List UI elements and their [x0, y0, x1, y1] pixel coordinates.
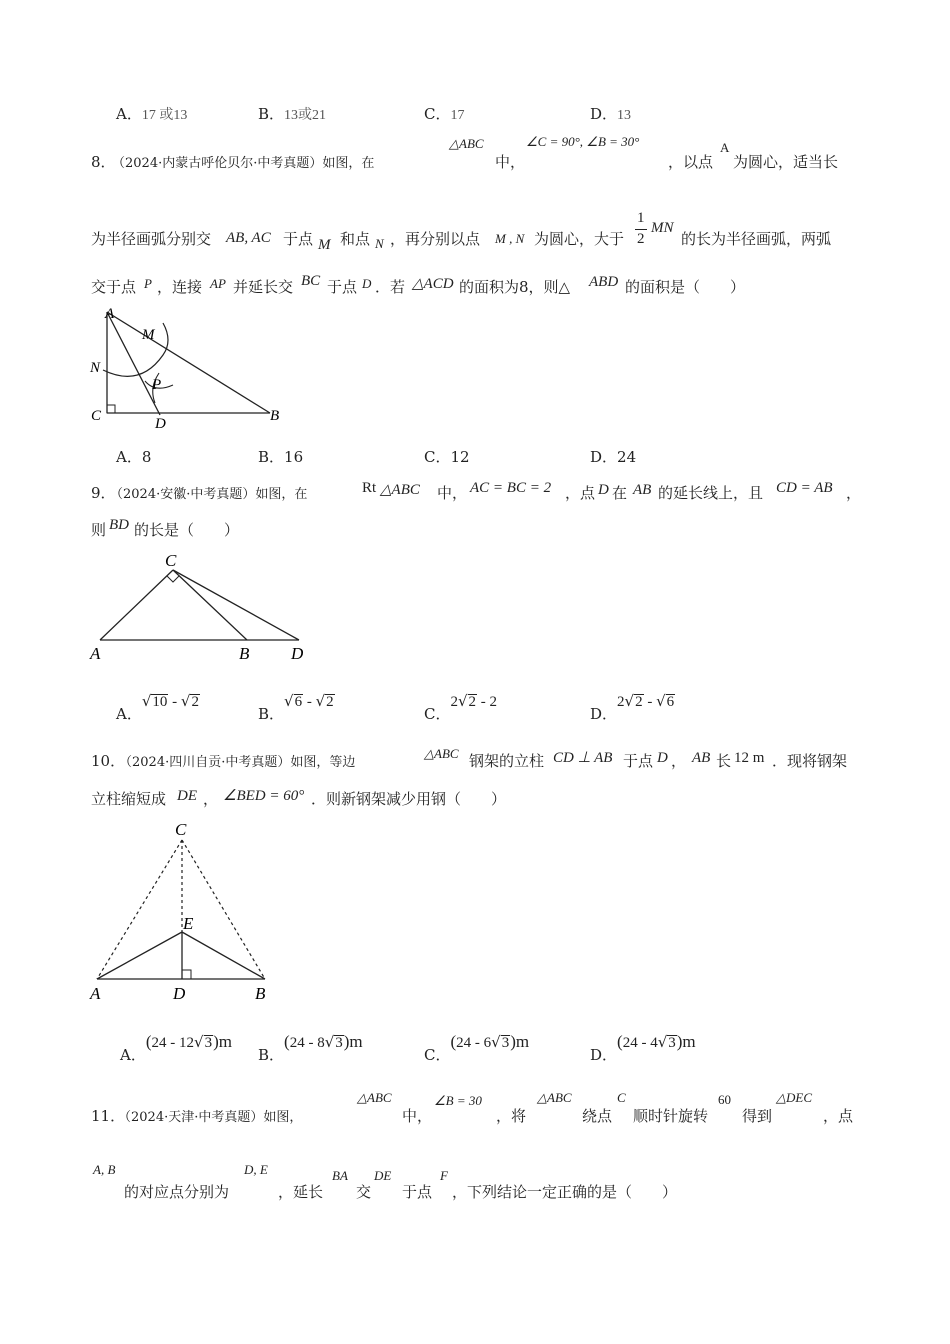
q9-option-a[interactable]: A．√10 - √2 — [116, 692, 199, 723]
q11-text-4: 得到 — [742, 1107, 773, 1125]
q10-de: DE — [177, 788, 197, 804]
q10-line-ae — [97, 932, 182, 979]
q9-cd-eq-ab: CD = AB — [776, 480, 833, 496]
q11-line2-a: 的对应点分别为 — [124, 1183, 230, 1201]
q9-figure — [85, 546, 320, 666]
q9-option-d[interactable]: D．2√2 - √6 — [590, 692, 675, 723]
q11-source: （2024·天津·中考真题）如图， — [118, 1110, 303, 1125]
q10-triangle: △ABC — [424, 746, 459, 761]
q9-label-b: B — [239, 644, 250, 663]
q8-line3-d: 于点 — [327, 278, 358, 296]
q8-line2-a: 为半径画弧分别交 — [91, 230, 212, 248]
q8-mn: MN — [651, 220, 674, 236]
q9-label-a: A — [90, 644, 101, 663]
q9-rt: Rt — [362, 480, 377, 496]
q11-point-c: C — [617, 1090, 626, 1105]
q11-zhong: 中， — [402, 1107, 433, 1125]
q8-label-n: N — [90, 360, 101, 376]
q9-right-angle — [167, 576, 179, 582]
q8-point-n: N — [375, 236, 384, 251]
q7-option-d[interactable]: D．13 — [590, 105, 632, 123]
q8-text-2: 为圆心，适当长 — [733, 153, 839, 171]
q9-label-d: D — [291, 644, 304, 663]
q10-option-c[interactable]: C．(24 - 6√3)m — [424, 1032, 530, 1064]
q11-dec: △DEC — [776, 1090, 812, 1105]
q10-label-b: B — [255, 984, 266, 1003]
q11-text-5: ，点 — [823, 1107, 854, 1125]
q9-line2-b: 的长是（ ） — [134, 521, 240, 539]
q11-line2-e: ，下列结论一定正确的是（ ） — [452, 1183, 678, 1201]
q8-source: （2024·内蒙古呼伦贝尔·中考真题）如图，在 — [112, 156, 375, 171]
q9-point-d: D — [598, 482, 609, 498]
q10-line2-a: 立柱缩短成 — [91, 790, 167, 808]
q10-side-ca — [97, 840, 182, 979]
q8-line3-b: ，连接 — [157, 278, 203, 296]
q8-option-d[interactable]: D．24 — [590, 448, 637, 466]
q10-cd-perp-ab: CD ⊥ AB — [553, 750, 613, 766]
q8-line3-g: 的面积是（ ） — [625, 278, 746, 296]
q10-label-a: A — [90, 984, 101, 1003]
q10-option-a[interactable]: A．(24 - 12√3)m — [120, 1032, 232, 1064]
q8-right-angle — [107, 405, 115, 413]
q11-ba: BA — [332, 1168, 348, 1183]
q8-label-m: M — [142, 327, 155, 343]
q10-point-d: D — [657, 750, 668, 766]
q10-number: 10． — [91, 752, 126, 770]
q10-ab: AB — [692, 750, 711, 766]
q9-label-c: C — [165, 551, 177, 570]
q8-ap: AP — [210, 276, 226, 291]
q9-condition: AC = BC = 2 — [470, 480, 552, 496]
q8-option-b[interactable]: B．16 — [258, 448, 304, 466]
q9-text-4: ， — [846, 484, 862, 502]
q10-length: 12 m — [734, 750, 765, 766]
q8-option-c[interactable]: C．12 — [424, 448, 470, 466]
q9-text-2: 在 — [612, 484, 628, 502]
q11-line2-d: 于点 — [402, 1183, 433, 1201]
q8-fraction-numerator: 1 — [637, 210, 645, 226]
q11-points-de: D, E — [244, 1162, 268, 1177]
q8-label-b: B — [270, 408, 280, 424]
q10-figure — [85, 815, 285, 1005]
q9-bd: BD — [109, 517, 129, 533]
q11-triangle: △ABC — [357, 1090, 392, 1105]
q8-zhong: 中， — [495, 153, 526, 171]
q10-label-d: D — [173, 984, 186, 1003]
q8-point-d: D — [362, 276, 372, 291]
q8-label-a: A — [105, 306, 115, 322]
q8-label-c: C — [91, 408, 102, 424]
q8-number: 8． — [91, 153, 116, 171]
q11-text-2: 绕点 — [582, 1107, 613, 1125]
q9-line2-a: 则 — [91, 521, 107, 539]
q8-abd: ABD — [589, 274, 619, 290]
q8-line3-e: ．若 — [375, 278, 406, 296]
q8-bc: BC — [301, 273, 321, 289]
q9-text-1: ，点 — [565, 484, 596, 502]
q8-fraction-bar — [635, 229, 647, 230]
q7-option-c[interactable]: C．17 — [424, 105, 465, 123]
q9-option-c[interactable]: C．2√2 - 2 — [424, 692, 498, 723]
q8-line2-f: 的长为半径画弧，两弧 — [681, 230, 832, 248]
q11-triangle-2: △ABC — [537, 1090, 572, 1105]
q11-number: 11． — [91, 1107, 126, 1125]
q10-right-angle — [182, 970, 191, 979]
q8-line2-b: 于点 — [283, 230, 314, 248]
q10-text-3: ， — [671, 752, 687, 770]
q11-text-3: 顺时针旋转 — [633, 1107, 709, 1125]
q9-side-ac — [100, 570, 173, 640]
q8-point-m: M — [318, 237, 331, 253]
q9-option-b[interactable]: B．√6 - √2 — [258, 692, 334, 723]
q8-line3-f: 的面积为8，则△ — [459, 278, 571, 296]
q8-figure — [85, 303, 295, 433]
q11-angle: ∠B = 30 — [434, 1093, 482, 1108]
q8-option-a[interactable]: A．8 — [116, 448, 152, 466]
q8-side-ab — [107, 312, 270, 413]
q8-line2-c: 和点 — [340, 230, 371, 248]
q10-angle: ∠BED = 60° — [223, 788, 305, 804]
q9-number: 9． — [91, 484, 116, 502]
q10-line-be — [182, 932, 265, 979]
q7-option-a[interactable]: A．17 或13 — [116, 105, 188, 123]
q8-line3-a: 交于点 — [91, 278, 137, 296]
q9-source: （2024·安徽·中考真题）如图，在 — [110, 487, 308, 502]
q8-point-p: P — [144, 276, 152, 291]
q10-text-2: 于点 — [623, 752, 654, 770]
q8-points-mn: M , N — [495, 231, 525, 246]
q11-degree: 60 — [718, 1092, 731, 1107]
q8-condition: ∠C = 90°, ∠B = 30° — [526, 134, 640, 149]
q10-option-d[interactable]: D．(24 - 4√3)m — [590, 1032, 696, 1064]
q8-line3-c: 并延长交 — [233, 278, 294, 296]
q8-sides: AB, AC — [226, 230, 271, 246]
q8-fraction-denominator: 2 — [637, 231, 645, 247]
q7-option-b[interactable]: B．13或21 — [258, 105, 327, 123]
q10-text-5: ．现将钢架 — [772, 752, 848, 770]
q8-acd: △ACD — [412, 276, 454, 292]
q10-line2-b: ， — [203, 790, 219, 808]
q10-label-c: C — [175, 820, 187, 839]
q10-source: （2024·四川自贡·中考真题）如图，等边 — [119, 755, 356, 770]
q10-option-b[interactable]: B．(24 - 8√3)m — [258, 1032, 363, 1064]
q11-line2-b: ，延长 — [278, 1183, 324, 1201]
q9-triangle: △ABC — [380, 482, 420, 498]
q10-label-e: E — [183, 914, 194, 933]
q8-label-p: P — [152, 377, 162, 393]
q11-text-1: ，将 — [496, 1107, 527, 1125]
q8-label-d: D — [155, 416, 166, 432]
q11-line2-c: 交 — [356, 1183, 372, 1201]
q10-text-1: 钢架的立柱 — [469, 752, 545, 770]
q10-text-4: 长 — [716, 752, 732, 770]
q11-point-f: F — [440, 1168, 448, 1183]
q8-triangle: △ABC — [449, 136, 484, 151]
q9-ab: AB — [633, 482, 652, 498]
q9-zhong: 中， — [437, 484, 468, 502]
q11-points-ab: A, B — [93, 1162, 116, 1177]
q10-side-cb — [182, 840, 265, 979]
q8-line2-d: ，再分别以点 — [390, 230, 481, 248]
q9-text-3: 的延长线上，且 — [658, 484, 764, 502]
q11-de: DE — [374, 1168, 392, 1183]
q8-text-1: ，以点 — [668, 153, 714, 171]
q8-line2-e: 为圆心，大于 — [534, 230, 625, 248]
q8-point-a: A — [720, 140, 730, 155]
q10-line2-c: ．则新钢架减少用钢（ ） — [311, 790, 507, 808]
